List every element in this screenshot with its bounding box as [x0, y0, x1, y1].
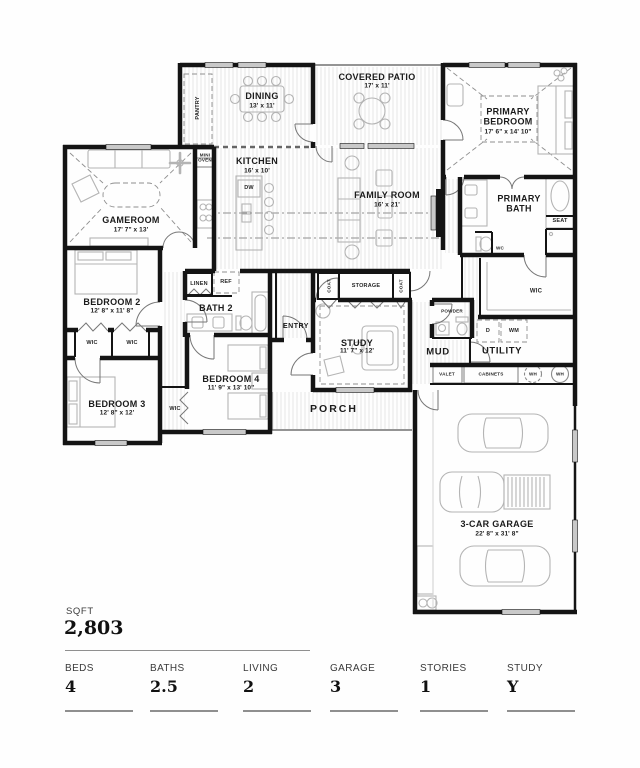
feature-label-cabinets: CABINETS [478, 371, 504, 377]
stat-column-study [507, 663, 575, 712]
feature-label-wh-right: WH [555, 371, 565, 377]
room-dims-family-room: 16' x 21' [374, 201, 400, 209]
room-dims-primary-bedroom: 17' 6" x 14' 10" [484, 128, 532, 136]
room-dims-kitchen: 16' x 10' [244, 167, 270, 175]
stat-label-baths: BATHS [150, 663, 185, 674]
feature-label-dryer: D [485, 327, 491, 334]
room-label-bedroom2: BEDROOM 2 [83, 296, 141, 307]
feature-label-wic-bed2-left: WIC [86, 339, 98, 346]
feature-label-valet: VALET [439, 371, 455, 377]
stat-underline [507, 710, 575, 712]
room-label-entry: ENTRY [283, 322, 309, 330]
feature-label-coat-left: COAT [326, 279, 332, 293]
room-dims-garage: 22' 8" x 31' 8" [475, 530, 519, 538]
feature-label-mini-oven: MINI OVEN [198, 152, 212, 163]
stat-label-study: STUDY [507, 663, 543, 674]
room-label-kitchen: KITCHEN [235, 155, 279, 166]
feature-label-wic-primary: WIC [529, 288, 543, 295]
room-label-bedroom4: BEDROOM 4 [202, 373, 260, 384]
stat-value-living: 2 [243, 677, 255, 696]
room-label-utility: UTILITY [481, 345, 523, 357]
feature-label-linen: LINEN [190, 280, 208, 287]
sqft-label: SQFT [66, 606, 94, 617]
stat-value-study: Y [507, 677, 519, 696]
feature-label-dishwasher: DW [244, 184, 254, 191]
stat-label-garage: GARAGE [330, 663, 376, 674]
room-dims-bedroom4: 11' 9" x 13' 10" [207, 384, 255, 392]
sqft-value: 2,803 [64, 617, 124, 639]
feature-label-wh-left: WH [528, 371, 538, 377]
feature-label-pantry: PANTRY [194, 96, 201, 120]
room-label-dining: DINING [245, 90, 279, 101]
room-label-primary-bedroom: PRIMARY BEDROOM [483, 106, 533, 127]
stat-underline [330, 710, 398, 712]
stat-value-garage: 3 [330, 677, 342, 696]
room-label-gameroom: GAMEROOM [102, 214, 160, 225]
feature-label-ref: REF [220, 278, 232, 285]
room-label-garage: 3-CAR GARAGE [460, 518, 534, 529]
room-label-bath2: BATH 2 [199, 302, 233, 313]
feature-label-seat: SEAT [552, 217, 568, 224]
room-dims-gameroom: 17' 7" x 13' [113, 226, 149, 234]
room-dims-bedroom2: 12' 8" x 11' 8" [90, 307, 134, 315]
stat-underline [150, 710, 218, 712]
stat-value-stories: 1 [420, 677, 432, 696]
stat-value-beds: 4 [65, 677, 77, 696]
stat-underline [420, 710, 488, 712]
floor-hatching [162, 66, 479, 432]
stat-label-living: LIVING [243, 663, 279, 674]
stat-label-stories: STORIES [420, 663, 467, 674]
room-dims-bedroom3: 12' 8" x 12' [99, 409, 135, 417]
room-label-primary-bath: PRIMARY BATH [497, 193, 541, 214]
room-label-covered-patio: COVERED PATIO [338, 71, 416, 82]
stat-underline [243, 710, 311, 712]
room-label-mud: MUD [426, 346, 450, 358]
feature-label-powder: POWDER [441, 308, 463, 314]
feature-label-coat-right: COAT [398, 279, 404, 293]
feature-label-storage: STORAGE [351, 282, 381, 289]
room-dims-covered-patio: 17' x 11' [364, 82, 390, 90]
stat-underline [65, 710, 133, 712]
stat-column-stories [420, 663, 488, 712]
feature-label-wc: WC [495, 245, 505, 251]
room-label-bedroom3: BEDROOM 3 [88, 398, 146, 409]
room-label-family-room: FAMILY ROOM [354, 189, 420, 200]
room-label-study: STUDY [340, 337, 374, 348]
stat-column-baths [150, 663, 218, 712]
room-dims-study: 11' 7" x 12' [339, 347, 375, 355]
stat-label-beds: BEDS [65, 663, 94, 674]
stat-column-garage [330, 663, 398, 712]
stats-divider [65, 650, 310, 651]
stat-column-beds [65, 663, 133, 712]
feature-label-wic-bed2-right: WIC [126, 339, 138, 346]
room-label-porch: PORCH [310, 402, 358, 415]
stat-column-living [243, 663, 311, 712]
stat-value-baths: 2.5 [150, 677, 178, 696]
room-dims-dining: 13' x 11' [249, 102, 275, 110]
feature-label-washer: WM [508, 327, 520, 334]
feature-label-wic-bed4: WIC [169, 405, 181, 412]
fireplace [431, 189, 444, 237]
